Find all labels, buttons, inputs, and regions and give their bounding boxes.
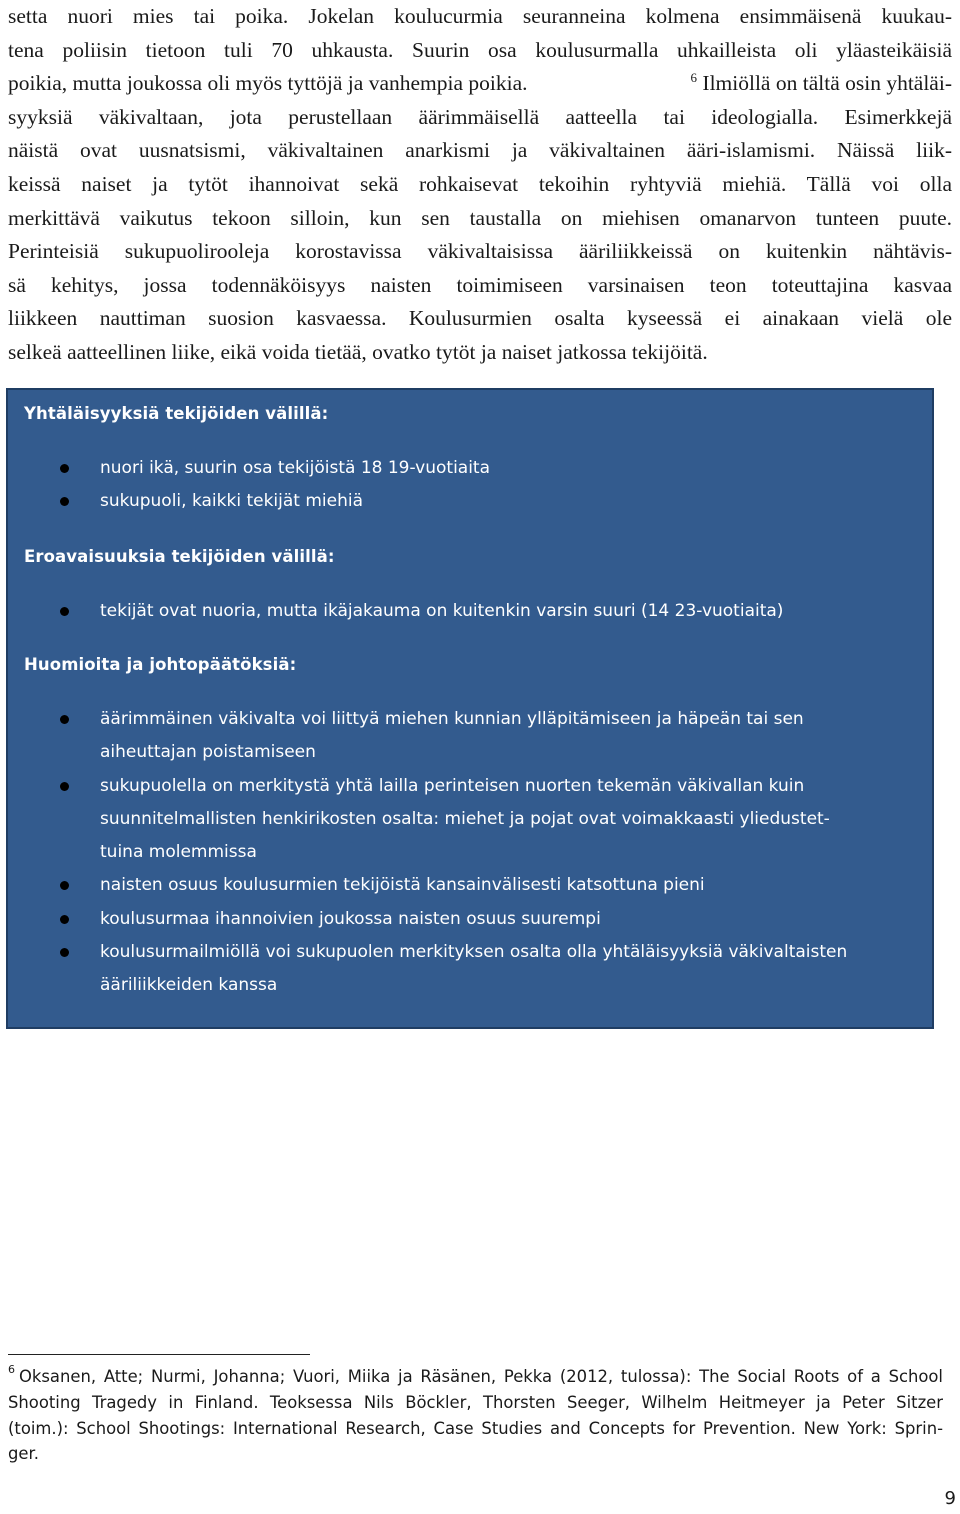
bullet-icon xyxy=(60,915,69,924)
list-item-text: sukupuoli, kaikki tekijät miehiä xyxy=(100,491,364,512)
bullet-icon xyxy=(60,715,69,724)
paragraph-line: Perinteisiä sukupuolirooleja korostavissa väkivaltaisissa ääriliikkeissä on kuitenkin nähtävis- xyxy=(8,239,952,264)
footnote-separator xyxy=(8,1354,310,1355)
differences-list xyxy=(8,595,932,628)
list-item-text: suunnitelmallisten henkirikosten osalta: miehet ja pojat ovat voimakkaasti yliedustet- xyxy=(100,808,830,829)
paragraph-line: selkeä aatteellinen liike, eikä voida tietää, ovatko tytöt ja naiset jatkossa tekijöitä. xyxy=(8,339,708,364)
page-number: 9 xyxy=(944,1488,956,1509)
footnote-reference[interactable]: 6 xyxy=(690,70,698,86)
footnote xyxy=(8,1364,943,1467)
bullet-icon xyxy=(60,607,69,616)
list-item-text: aiheuttajan poistamiseen xyxy=(100,742,316,763)
list-item xyxy=(8,936,932,1003)
footnote-line xyxy=(8,1364,943,1390)
list-item xyxy=(8,703,932,770)
footnote-line: Shooting Tragedy in Finland. Teoksessa Nils Böckler, Thorsten Seeger, Wilhelm Heitmeyer ja Peter Sitzer xyxy=(8,1392,943,1412)
list-item-text: ääriliikkeiden kanssa xyxy=(100,975,278,996)
bullet-icon xyxy=(60,948,69,957)
section-heading-differences: Eroavaisuuksia tekijöiden välillä: xyxy=(24,547,335,566)
bullet-icon xyxy=(60,464,69,473)
conclusions-list xyxy=(8,703,932,1003)
paragraph-line: syyksiä väkivaltaan, jota perustellaan äärimmäisellä aatteella tai ideologialla. Esimerkkejä xyxy=(8,104,952,129)
similarities-list xyxy=(8,452,932,519)
bullet-icon xyxy=(60,497,69,506)
footnote-line: ger. xyxy=(8,1444,39,1464)
list-item-text: tekijät ovat nuoria, mutta ikäjakauma on kuitenkin varsin suuri (14 23-vuotiaita) xyxy=(100,601,784,621)
paragraph-line-part xyxy=(691,67,952,101)
list-item-text: koulusurmaa ihannoivien joukossa naisten osuus suurempi xyxy=(100,908,601,929)
section-heading-conclusions: Huomioita ja johtopäätöksiä: xyxy=(24,655,297,674)
list-item-text: äärimmäinen väkivalta voi liittyä miehen kunnian ylläpitämiseen ja häpeän tai sen xyxy=(100,709,804,729)
list-item xyxy=(8,595,932,628)
list-item-text: tuina molemmissa xyxy=(100,842,257,863)
paragraph-line: tena poliisin tietoon tuli 70 uhkausta. Suurin osa koulusurmalla uhkailleista oli yläasteikäisiä xyxy=(8,37,952,62)
list-item-text: sukupuolella on merkitystä yhtä lailla perinteisen nuorten tekemän väkivallan kuin xyxy=(100,775,805,796)
paragraph-line-part: poikia, mutta joukossa oli myös tyttöjä ja vanhempia poikia. xyxy=(8,71,528,96)
paragraph-line: merkittävä vaikutus tekoon silloin, kun sen taustalla on miehisen omanarvon tunteen puute. xyxy=(8,205,952,230)
paragraph-line: näistä ovat uusnatsismi, väkivaltainen anarkismi ja väkivaltainen ääri-islamismi. Näissä liik- xyxy=(8,138,952,163)
list-item xyxy=(8,452,932,485)
footnote-mark: 6 xyxy=(8,1363,15,1376)
body-paragraph xyxy=(8,0,952,370)
paragraph-line: keissä naiset ja tytöt ihannoivat sekä rohkaisevat tekoihin ryhtyviä miehiä. Tällä voi olla xyxy=(8,171,952,196)
list-item-text: nuori ikä, suurin osa tekijöistä 18 19-vuotiaita xyxy=(100,458,491,478)
list-item xyxy=(8,485,932,518)
bullet-icon xyxy=(60,782,69,791)
summary-box xyxy=(6,388,934,1029)
list-item-text: koulusurmailmiöllä voi sukupuolen merkityksen osalta olla yhtäläisyyksiä väkivaltaisten xyxy=(100,942,848,963)
paragraph-line-with-footnote xyxy=(8,67,952,101)
paragraph-line: liikkeen nauttiman suosion kasvaessa. Koulusurmien osalta kyseessä ei ainakaan vielä ole xyxy=(8,306,952,331)
list-item-text: naisten osuus koulusurmien tekijöistä kansainvälisesti katsottuna pieni xyxy=(100,875,705,896)
paragraph-line-part-text: Ilmiöllä on tältä osin yhtäläi- xyxy=(702,71,952,96)
list-item xyxy=(8,869,932,902)
paragraph-line: sä kehitys, jossa todennäköisyys naisten toimimiseen varsinaisen teon toteuttajina kasvaa xyxy=(8,272,952,297)
bullet-icon xyxy=(60,881,69,890)
section-heading-similarities: Yhtäläisyyksiä tekijöiden välillä: xyxy=(24,404,329,423)
footnote-line-text: Oksanen, Atte; Nurmi, Johanna; Vuori, Miika ja Räsänen, Pekka (2012, tulossa): The Social Roots of a School xyxy=(19,1367,943,1386)
list-item xyxy=(8,770,932,870)
footnote-line: (toim.): School Shootings: International Research, Case Studies and Concepts for Prevention. New York: Sprin- xyxy=(8,1418,943,1438)
paragraph-line: setta nuori mies tai poika. Jokelan kouluсurmia seuranneina kolmena ensimmäisenä kuukau- xyxy=(8,4,952,28)
list-item xyxy=(8,903,932,936)
